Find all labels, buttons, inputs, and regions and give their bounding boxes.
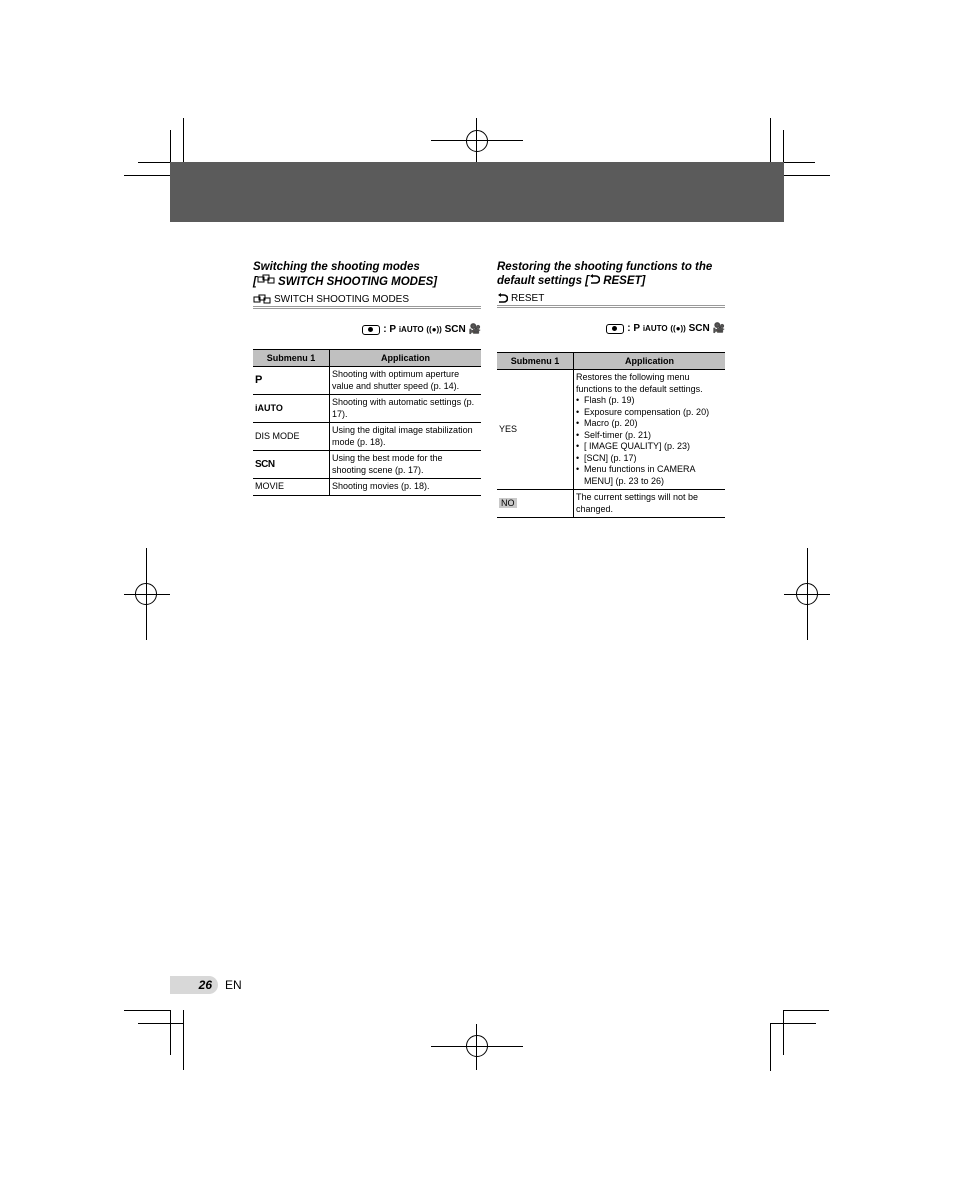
reset-arrow-icon <box>497 293 508 304</box>
section-title: Restoring the shooting functions to the default settings [ RESET] <box>497 261 713 287</box>
list-item: • Macro (p. 20) <box>576 418 723 430</box>
list-item: • [SCN] (p. 17) <box>576 453 723 465</box>
crop-mark-bottom-left-v <box>183 1010 184 1070</box>
crop-mark-bottom-right-v2 <box>783 1010 784 1055</box>
crop-mark-top-right-v2 <box>783 130 784 162</box>
column-header-submenu: Submenu 1 <box>253 350 330 367</box>
header-band <box>170 162 784 222</box>
reset-arrow-icon <box>589 274 600 285</box>
applicable-modes: : P iAUTO ((●)) SCN 🎥 <box>497 322 725 336</box>
switch-shooting-modes-icon <box>257 274 275 286</box>
crop-mark-top-left-v2 <box>170 130 171 162</box>
page-language: EN <box>225 978 242 992</box>
submenu-table <box>497 352 725 518</box>
column-header-submenu: Submenu 1 <box>497 353 574 370</box>
section-title: Switching the shooting modes [ SWITCH SHOOTING MODES] <box>253 261 438 288</box>
reset-section <box>497 260 725 518</box>
crop-mark-bottom-left-h <box>124 1010 170 1011</box>
page-number: 26 <box>170 976 218 994</box>
switch-shooting-modes-icon <box>253 294 271 305</box>
submenu-table <box>253 349 481 496</box>
table-row: NO The current settings will not be changed. <box>497 490 725 518</box>
list-item: • Self-timer (p. 21) <box>576 430 723 442</box>
applicable-modes: : P iAUTO ((●)) SCN 🎥 <box>253 323 481 337</box>
crop-mark-bottom-right-h2 <box>770 1023 816 1024</box>
crop-mark-bottom-right-h <box>783 1010 829 1011</box>
table-row: MOVIE Shooting movies (p. 18). <box>253 479 481 496</box>
crop-mark-bottom-left-h2 <box>138 1023 184 1024</box>
crop-mark-top-right-h2 <box>783 162 815 163</box>
menu-path: RESET <box>497 293 725 306</box>
crop-mark-top-left-h2 <box>138 162 170 163</box>
column-header-application: Application <box>574 353 726 370</box>
table-row: iAUTO Shooting with automatic settings (p. 17). <box>253 395 481 423</box>
camera-icon <box>362 325 380 335</box>
list-item: • Exposure compensation (p. 20) <box>576 407 723 419</box>
list-item: • Flash (p. 19) <box>576 395 723 407</box>
crop-mark-bottom-right-v <box>770 1023 771 1071</box>
list-item: • [ IMAGE QUALITY] (p. 23) <box>576 441 723 453</box>
table-row: DIS MODE Using the digital image stabilization mode (p. 18). <box>253 423 481 451</box>
menu-path: SWITCH SHOOTING MODES <box>253 294 481 307</box>
list-item: • Menu functions in CAMERA MENU] (p. 23 to 26) <box>576 464 723 487</box>
crop-mark-bottom-left-v2 <box>170 1010 171 1055</box>
table-row: YES Restores the following menu functions to the default settings. • Flash (p. 19) • Exposure compensation (p. 20) • Macro (p. 20) • Self-timer (p. 21) • [ IMAGE QUALITY] (p. 23) • [SCN] (p. 17) • Menu functions in CAMERA MENU] (p. 23 to 26) <box>497 370 725 490</box>
table-row: SCN Using the best mode for the shooting scene (p. 17). <box>253 451 481 479</box>
column-header-application: Application <box>330 350 482 367</box>
switch-shooting-modes-section <box>253 260 481 496</box>
camera-icon <box>606 324 624 334</box>
table-row: P Shooting with optimum aperture value and shutter speed (p. 14). <box>253 367 481 395</box>
reset-items-list <box>576 395 723 487</box>
